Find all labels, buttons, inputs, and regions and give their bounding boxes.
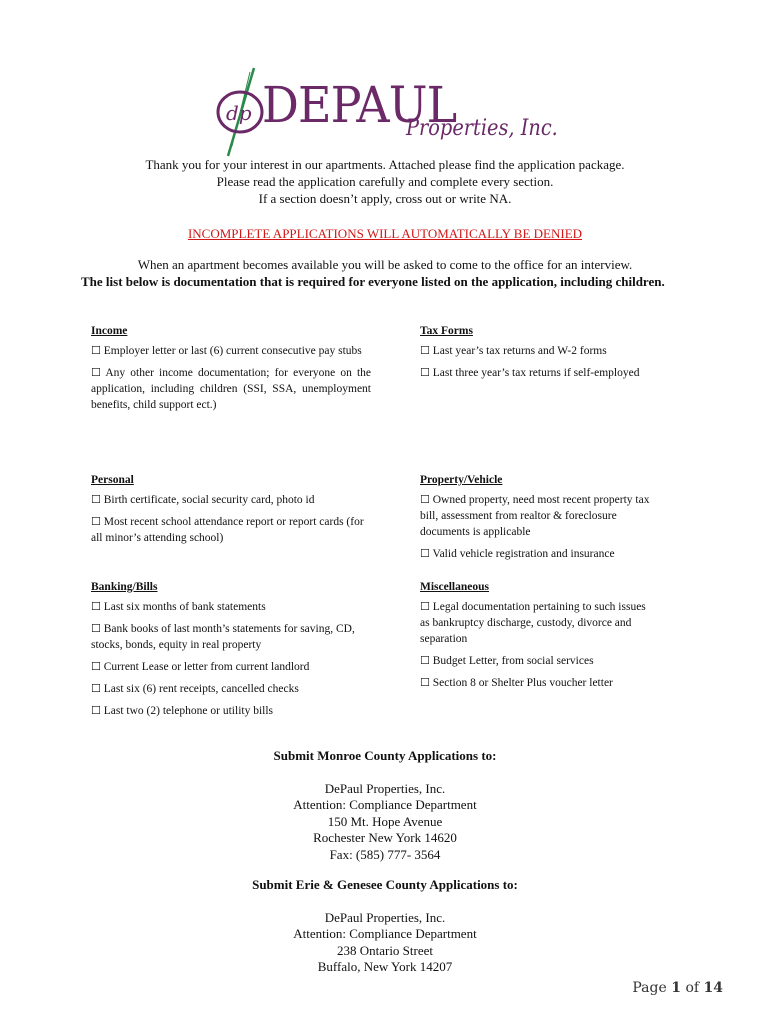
address-line: 238 Ontario Street — [336, 942, 434, 958]
personal-heading: Personal — [91, 474, 134, 486]
address-line: Attention: Compliance Department — [293, 926, 477, 941]
checkbox-icon[interactable]: ☐ — [420, 654, 430, 667]
checkbox-icon[interactable]: ☐ — [91, 704, 101, 717]
property-vehicle-heading: Property/Vehicle — [420, 474, 503, 486]
list-item: ☐ Most recent school attendance report or report cards (for all minor’s attending school) — [91, 515, 364, 544]
checkbox-icon[interactable]: ☐ — [91, 515, 101, 528]
erie-address-block — [0, 877, 770, 976]
banking-bills-section — [91, 579, 371, 725]
depaul-logo — [210, 66, 580, 158]
list-item: ☐ Last three year’s tax returns if self-employed — [420, 366, 640, 379]
list-item: ☐ Any other income documentation; for everyone on the application, including children (SSI, SSA, unemployment benefits, child support ect.) — [91, 366, 372, 411]
checkbox-icon[interactable]: ☐ — [420, 366, 430, 379]
checkbox-icon[interactable]: ☐ — [420, 493, 430, 506]
personal-section — [91, 472, 371, 552]
checkbox-icon[interactable]: ☐ — [91, 622, 101, 635]
checkbox-icon[interactable]: ☐ — [91, 366, 101, 379]
miscellaneous-section — [420, 579, 650, 697]
intro-line-2: Please read the application carefully and complete every section. — [216, 174, 554, 189]
checkbox-icon[interactable]: ☐ — [420, 547, 430, 560]
list-item: ☐ Birth certificate, social security card, photo id — [91, 493, 315, 506]
checkbox-icon[interactable]: ☐ — [91, 682, 101, 695]
list-item: ☐ Last two (2) telephone or utility bills — [91, 704, 274, 717]
intro-line-1: Thank you for your interest in our apartments. Attached please find the application package. — [145, 157, 625, 172]
checkbox-icon[interactable]: ☐ — [91, 493, 101, 506]
banking-bills-heading: Banking/Bills — [91, 581, 158, 593]
page-number: Page 1 of 14 — [632, 980, 723, 996]
address-line: Rochester New York 14620 — [313, 830, 457, 845]
address-line: Fax: (585) 777- 3564 — [329, 846, 441, 862]
warning-text: INCOMPLETE APPLICATIONS WILL AUTOMATICALLY BE DENIED — [187, 226, 583, 241]
property-vehicle-section — [420, 472, 650, 568]
list-item: ☐ Current Lease or letter from current landlord — [91, 660, 310, 673]
list-item: ☐ Last six months of bank statements — [91, 600, 266, 613]
list-item: ☐ Valid vehicle registration and insurance — [420, 547, 615, 560]
checkbox-icon[interactable]: ☐ — [420, 600, 430, 613]
notice-line: When an apartment becomes available you will be asked to come to the office for an interview. — [137, 257, 633, 272]
monroe-heading: Submit Monroe County Applications to: — [273, 748, 497, 763]
miscellaneous-heading: Miscellaneous — [420, 581, 489, 593]
checkbox-icon[interactable]: ☐ — [91, 600, 101, 613]
checkbox-icon[interactable]: ☐ — [420, 344, 430, 357]
address-line: DePaul Properties, Inc. — [324, 909, 446, 925]
list-item: ☐ Section 8 or Shelter Plus voucher letter — [420, 676, 613, 689]
list-item: ☐ Budget Letter, from social services — [420, 654, 594, 667]
erie-heading: Submit Erie & Genesee County Applications to: — [252, 877, 518, 892]
intro-line-3: If a section doesn’t apply, cross out or write NA. — [258, 191, 512, 206]
checkbox-icon[interactable]: ☐ — [420, 676, 430, 689]
address-line: 150 Mt. Hope Avenue — [327, 813, 443, 829]
list-item: ☐ Last year’s tax returns and W-2 forms — [420, 344, 607, 357]
tax-forms-section — [420, 323, 650, 387]
checkbox-icon[interactable]: ☐ — [91, 344, 101, 357]
list-item: ☐ Legal documentation pertaining to such issues as bankruptcy discharge, custody, divorce and separation — [420, 600, 646, 645]
logo-brand-name: DEPAUL — [262, 76, 457, 134]
income-section — [91, 323, 371, 419]
list-item: ☐ Last six (6) rent receipts, cancelled checks — [91, 682, 299, 695]
list-item: ☐ Employer letter or last (6) current consecutive pay stubs — [91, 344, 362, 357]
svg-text:dp: dp — [226, 101, 252, 125]
address-line: DePaul Properties, Inc. — [324, 780, 446, 796]
address-line: Attention: Compliance Department — [293, 797, 477, 812]
address-line: Buffalo, New York 14207 — [317, 959, 453, 974]
tax-forms-heading: Tax Forms — [420, 325, 473, 337]
logo-brand-suffix: Properties, Inc. — [406, 116, 558, 141]
list-item: ☐ Owned property, need most recent property tax bill, assessment from realtor & foreclosure documents is applicable — [420, 493, 650, 538]
income-heading: Income — [91, 325, 128, 337]
monroe-address-block — [0, 748, 770, 863]
notice-bold-text: The list below is documentation that is required for everyone listed on the application, including children. — [81, 274, 665, 289]
list-item: ☐ Bank books of last month’s statements for saving, CD, stocks, bonds, equity in real property — [91, 622, 355, 651]
checkbox-icon[interactable]: ☐ — [91, 660, 101, 673]
